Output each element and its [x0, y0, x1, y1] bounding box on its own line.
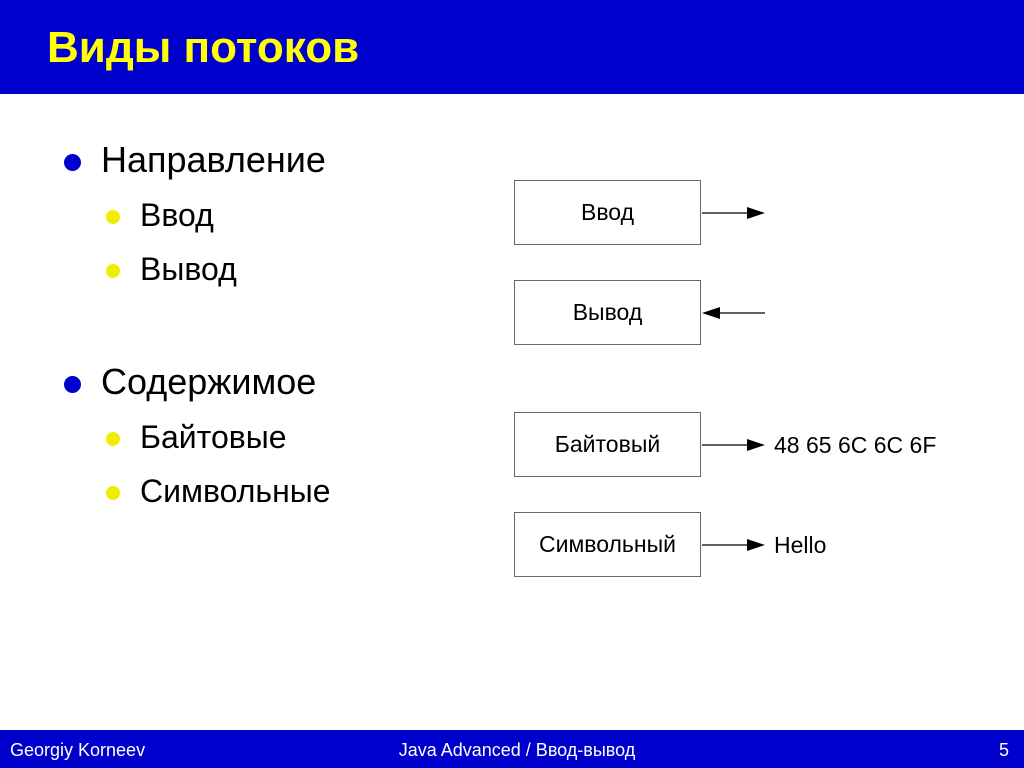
- sub-bullet-label: Символьные: [140, 473, 331, 509]
- sub-bullet-label: Ввод: [140, 197, 214, 233]
- arrow-right-icon: [702, 539, 765, 551]
- diagram-box-char: Символьный: [514, 512, 701, 577]
- sub-bullet-dot-icon: [106, 486, 120, 500]
- byte-stream-value: 48 65 6C 6C 6F: [774, 432, 937, 458]
- sub-bullet-label: Байтовые: [140, 419, 287, 455]
- footer-course: Java Advanced / Ввод-вывод: [398, 740, 636, 760]
- bullet-label: Направление: [101, 139, 326, 180]
- sub-bullet-dot-icon: [106, 210, 120, 224]
- slide-title: Виды потоков: [47, 23, 360, 72]
- sub-bullet-label: Вывод: [140, 251, 237, 287]
- arrow-left-icon: [702, 307, 765, 319]
- bullet-label: Содержимое: [101, 361, 317, 402]
- bullet-dot-icon: [64, 154, 81, 171]
- diagram-box-byte: Байтовый: [514, 412, 701, 477]
- diagram-box-input: Ввод: [514, 180, 701, 245]
- arrow-right-icon: [702, 207, 765, 219]
- diagram-box-output: Вывод: [514, 280, 701, 345]
- title-bar-underline: [0, 92, 1024, 94]
- footer-author: Georgiy Korneev: [10, 740, 146, 760]
- footer-bar: [0, 730, 1024, 768]
- sub-bullet-dot-icon: [106, 264, 120, 278]
- arrow-right-icon: [702, 439, 765, 451]
- footer-page-number: 5: [998, 740, 1009, 760]
- char-stream-value: Hello: [774, 532, 827, 558]
- bullet-dot-icon: [64, 376, 81, 393]
- sub-bullet-dot-icon: [106, 432, 120, 446]
